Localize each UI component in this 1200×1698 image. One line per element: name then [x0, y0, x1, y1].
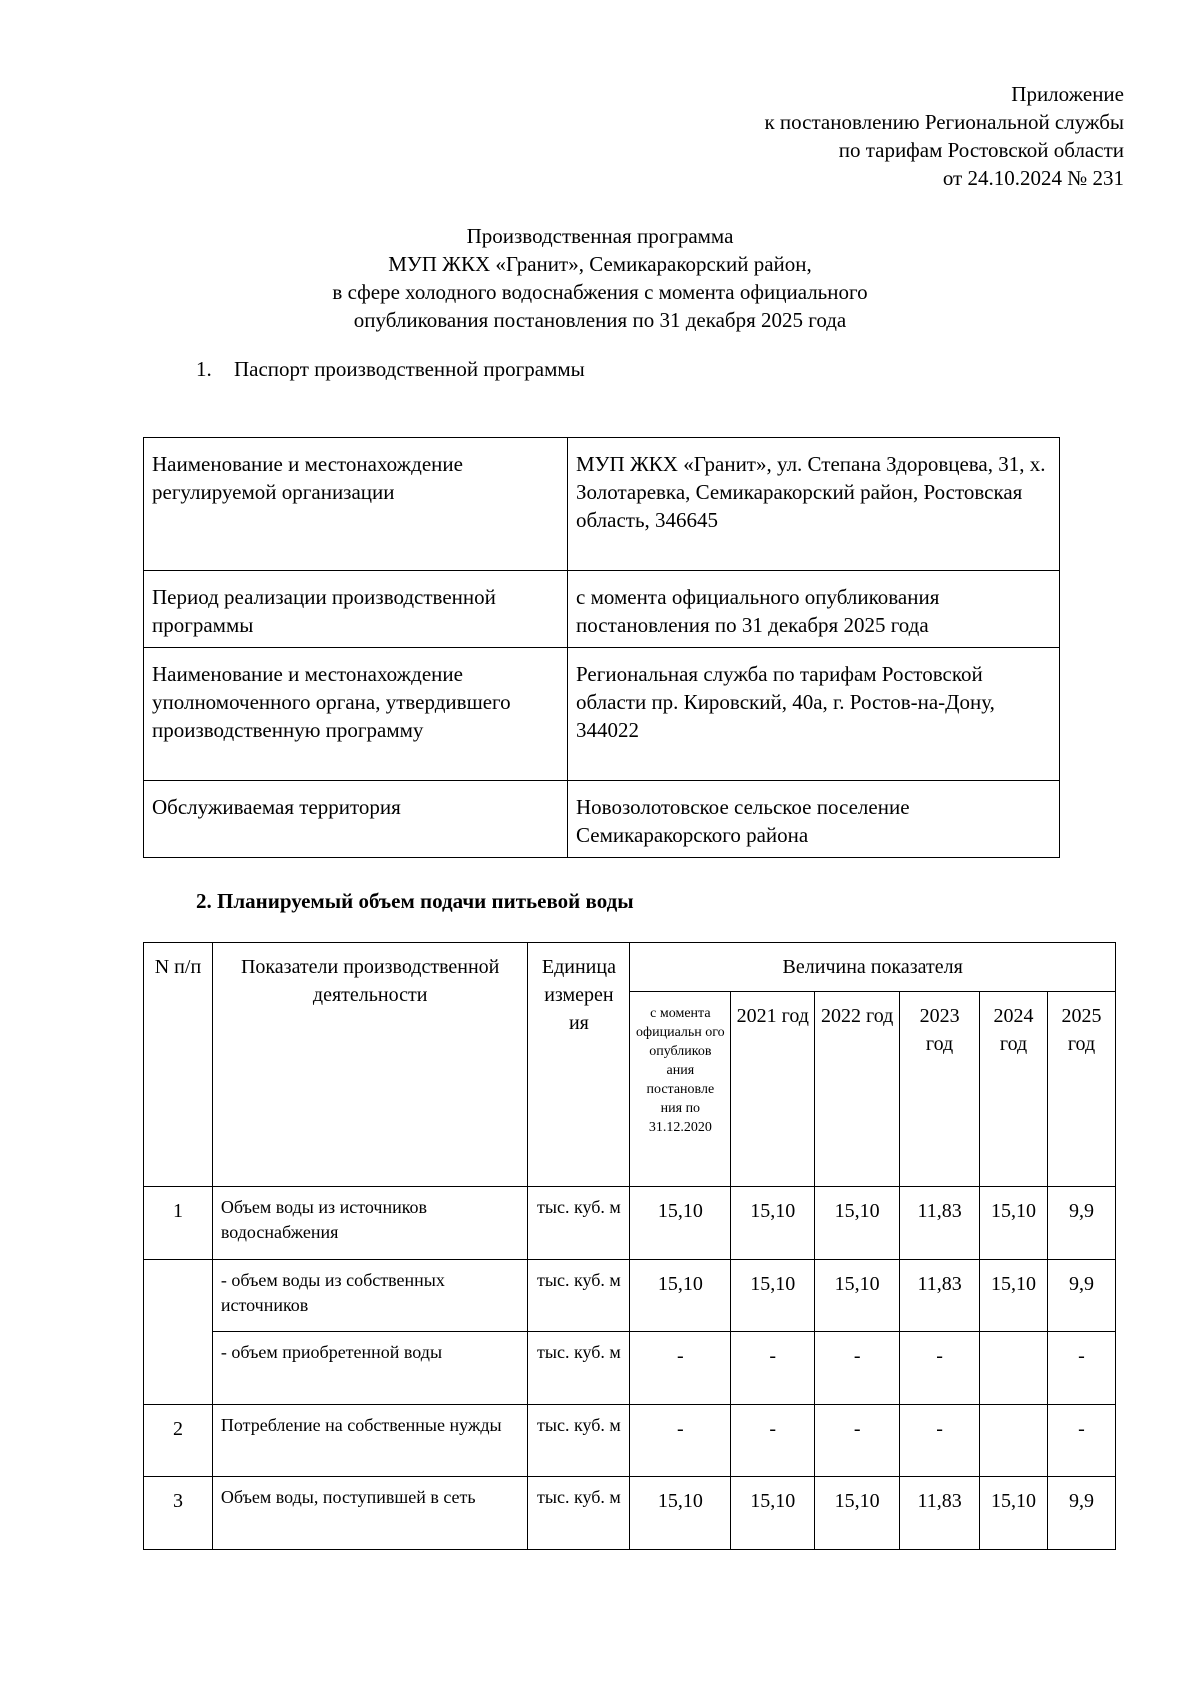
document-title [0, 222, 1200, 334]
table-row [144, 1405, 1116, 1477]
header-row [144, 943, 1116, 992]
passport-label: Обслуживаемая территория [144, 781, 568, 858]
section-1-number: 1. [196, 357, 212, 381]
appendix-block [764, 80, 1124, 192]
passport-table [143, 437, 1060, 858]
value-cell: 15,10 [815, 1477, 900, 1550]
row-number: 1 [144, 1187, 213, 1260]
value-cell: 11,83 [900, 1187, 980, 1260]
value-cell: - [1048, 1332, 1116, 1405]
row-unit: тыс. куб. м [528, 1187, 630, 1260]
value-cell: - [731, 1405, 815, 1477]
appendix-line: Приложение [1011, 82, 1124, 106]
value-cell: 9,9 [1048, 1187, 1116, 1260]
value-cell: - [815, 1332, 900, 1405]
passport-row [144, 438, 1060, 571]
value-cell: 11,83 [900, 1477, 980, 1550]
value-cell: 9,9 [1048, 1260, 1116, 1332]
table-row [144, 1187, 1116, 1260]
passport-label: Наименование и местонахождение регулируемой организации [144, 438, 568, 571]
passport-value: МУП ЖКХ «Гранит», ул. Степана Здоровцева, 31, х. Золотаревка, Семикаракорский район, Ростовская область, 346645 [568, 438, 1060, 571]
value-cell: - [731, 1332, 815, 1405]
row-unit: тыс. куб. м [528, 1477, 630, 1550]
header-year-2025: 2025 год [1048, 992, 1116, 1187]
header-year-2024: 2024 год [980, 992, 1048, 1187]
passport-value: Региональная служба по тарифам Ростовской области пр. Кировский, 40а, г. Ростов-на-Дону, 344022 [568, 648, 1060, 781]
table-row [144, 1332, 1116, 1405]
header-indicator: Показатели производственной деятельности [212, 943, 528, 1187]
value-cell: - [1048, 1405, 1116, 1477]
row-indicator: Потребление на собственные нужды [212, 1405, 528, 1477]
row-indicator: - объем приобретенной воды [212, 1332, 528, 1405]
table-row [144, 1477, 1116, 1550]
section-2-heading: 2. Планируемый объем подачи питьевой воды [196, 889, 634, 913]
row-number [144, 1260, 213, 1405]
header-unit: Единица измерен ия [528, 943, 630, 1187]
passport-value: Новозолотовское сельское поселение Семикаракорского района [568, 781, 1060, 858]
row-unit: тыс. куб. м [528, 1405, 630, 1477]
value-cell: 11,83 [900, 1260, 980, 1332]
value-cell: 15,10 [980, 1477, 1048, 1550]
value-cell: 15,10 [731, 1260, 815, 1332]
row-indicator: Объем воды из источников водоснабжения [212, 1187, 528, 1260]
title-line: в сфере холодного водоснабжения с момента официального [332, 280, 868, 304]
value-cell: - [900, 1405, 980, 1477]
title-line: МУП ЖКХ «Гранит», Семикаракорский район, [388, 252, 812, 276]
value-cell [980, 1405, 1048, 1477]
header-num: N п/п [144, 943, 213, 1187]
value-cell: - [630, 1332, 731, 1405]
value-cell: 15,10 [731, 1477, 815, 1550]
value-cell: 15,10 [630, 1260, 731, 1332]
section-1-heading [196, 355, 585, 383]
water-volume-table [143, 942, 1116, 1550]
value-cell: 15,10 [630, 1187, 731, 1260]
appendix-line: к постановлению Региональной службы [764, 110, 1124, 134]
row-unit: тыс. куб. м [528, 1260, 630, 1332]
value-cell: 15,10 [980, 1187, 1048, 1260]
value-cell [980, 1332, 1048, 1405]
header-value: Величина показателя [630, 943, 1116, 992]
header-year-2023: 2023 год [900, 992, 980, 1187]
table-row [144, 1260, 1116, 1332]
header-period-initial: с момента официальн ого опубликов ания постановле ния по 31.12.2020 [630, 992, 731, 1187]
passport-value: с момента официального опубликования постановления по 31 декабря 2025 года [568, 571, 1060, 648]
passport-row [144, 648, 1060, 781]
section-1-title: Паспорт производственной программы [234, 357, 585, 381]
header-year-2021: 2021 год [731, 992, 815, 1187]
row-number: 2 [144, 1405, 213, 1477]
value-cell: 15,10 [630, 1477, 731, 1550]
value-cell: - [630, 1405, 731, 1477]
row-indicator: Объем воды, поступившей в сеть [212, 1477, 528, 1550]
passport-label: Период реализации производственной программы [144, 571, 568, 648]
passport-label: Наименование и местонахождение уполномоченного органа, утвердившего производственную программу [144, 648, 568, 781]
passport-row [144, 781, 1060, 858]
value-cell: 15,10 [731, 1187, 815, 1260]
passport-row [144, 571, 1060, 648]
title-line: Производственная программа [466, 224, 734, 248]
value-cell: 15,10 [815, 1260, 900, 1332]
value-cell: - [900, 1332, 980, 1405]
value-cell: - [815, 1405, 900, 1477]
appendix-line: по тарифам Ростовской области [838, 138, 1124, 162]
row-unit: тыс. куб. м [528, 1332, 630, 1405]
title-line: опубликования постановления по 31 декабря 2025 года [353, 308, 847, 332]
value-cell: 9,9 [1048, 1477, 1116, 1550]
row-number: 3 [144, 1477, 213, 1550]
value-cell: 15,10 [980, 1260, 1048, 1332]
row-indicator: - объем воды из собственных источников [212, 1260, 528, 1332]
header-year-2022: 2022 год [815, 992, 900, 1187]
value-cell: 15,10 [815, 1187, 900, 1260]
appendix-line: от 24.10.2024 № 231 [942, 166, 1124, 190]
